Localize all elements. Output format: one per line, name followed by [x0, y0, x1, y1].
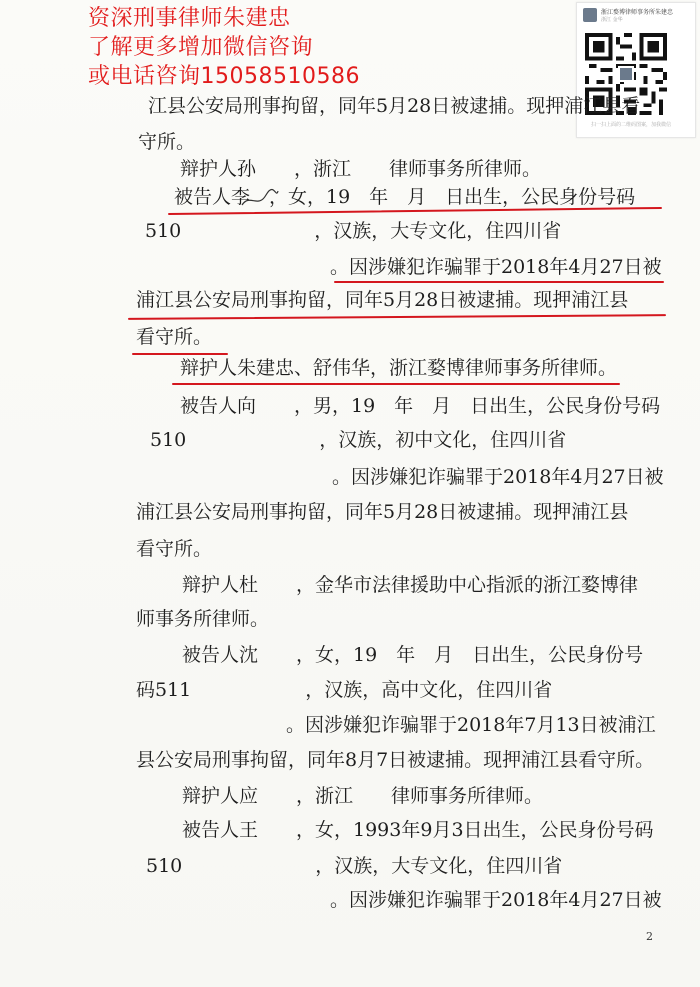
- text-line: 。因涉嫌犯诈骗罪于2018年4月27日被: [332, 466, 664, 488]
- text-line: 被告人沈 ，女，19 年 月 日出生，公民身份号: [182, 644, 644, 666]
- text-line: 江县公安局刑事拘留，同年5月28日被逮捕。现押浦江县看: [148, 95, 641, 117]
- text-line: 辩护人朱建忠、舒伟华，浙江婺博律师事务所律师。: [180, 357, 618, 379]
- text-line: 被告人向 ，男，19 年 月 日出生，公民身份号码: [180, 395, 661, 417]
- text-line: 510 ，汉族，大专文化，住四川省: [146, 855, 563, 877]
- qr-card-tip: 扫一扫上面的二维码图案，加我微信: [591, 122, 672, 128]
- text-line: 码511 ，汉族，高中文化，住四川省: [136, 679, 553, 701]
- text-line: 。因涉嫌犯诈骗罪于2018年4月27日被: [330, 889, 662, 911]
- text-line: 县公安局刑事拘留，同年8月7日被逮捕。现押浦江县看守所。: [136, 749, 655, 771]
- text-line: 浦江县公安局刑事拘留，同年5月28日被逮捕。现押浦江县: [136, 501, 629, 523]
- red-underline: [132, 353, 228, 355]
- text-line: 辩护人孙 ，浙江 律师事务所律师。: [180, 158, 542, 180]
- text-line: 辩护人杜 ，金华市法律援助中心指派的浙江婺博律: [182, 574, 639, 596]
- text-line: 。因涉嫌犯诈骗罪于2018年4月27日被: [330, 256, 662, 278]
- text-line: 看守所。: [136, 326, 213, 348]
- text-line: 被告人李 ，女，19 年 月 日出生，公民身份号码: [174, 186, 636, 208]
- text-line: 师事务所律师。: [136, 608, 270, 630]
- text-line: 。因涉嫌犯诈骗罪于2018年7月13日被浦江: [286, 714, 656, 736]
- red-underline: [172, 383, 620, 385]
- ad-line-2: 了解更多增加微信咨询: [88, 35, 314, 60]
- avatar: [583, 8, 597, 22]
- redaction-scribble: [240, 185, 280, 211]
- qr-card-name: 浙江婺博律师事务所朱建忠: [601, 9, 674, 16]
- text-line: 辩护人应 ，浙江 律师事务所律师。: [182, 785, 544, 807]
- text-line: 510 ，汉族，大专文化，住四川省: [145, 220, 562, 242]
- red-underline: [334, 281, 664, 283]
- red-underline: [128, 314, 666, 320]
- ad-line-3: 或电话咨询15058510586: [88, 64, 360, 89]
- text-line: 看守所。: [136, 538, 213, 560]
- ad-line-1: 资深刑事律师朱建忠: [88, 6, 291, 31]
- text-line: 被告人王 ，女，1993年9月3日出生，公民身份号码: [182, 819, 654, 841]
- text-line: 守所。: [138, 131, 196, 153]
- page-number: 2: [646, 930, 653, 943]
- text-line: 浦江县公安局刑事拘留，同年5月28日被逮捕。现押浦江县: [136, 289, 629, 311]
- qr-card-location: 浙江 金华: [601, 17, 623, 23]
- text-line: 510 ，汉族，初中文化，住四川省: [150, 429, 567, 451]
